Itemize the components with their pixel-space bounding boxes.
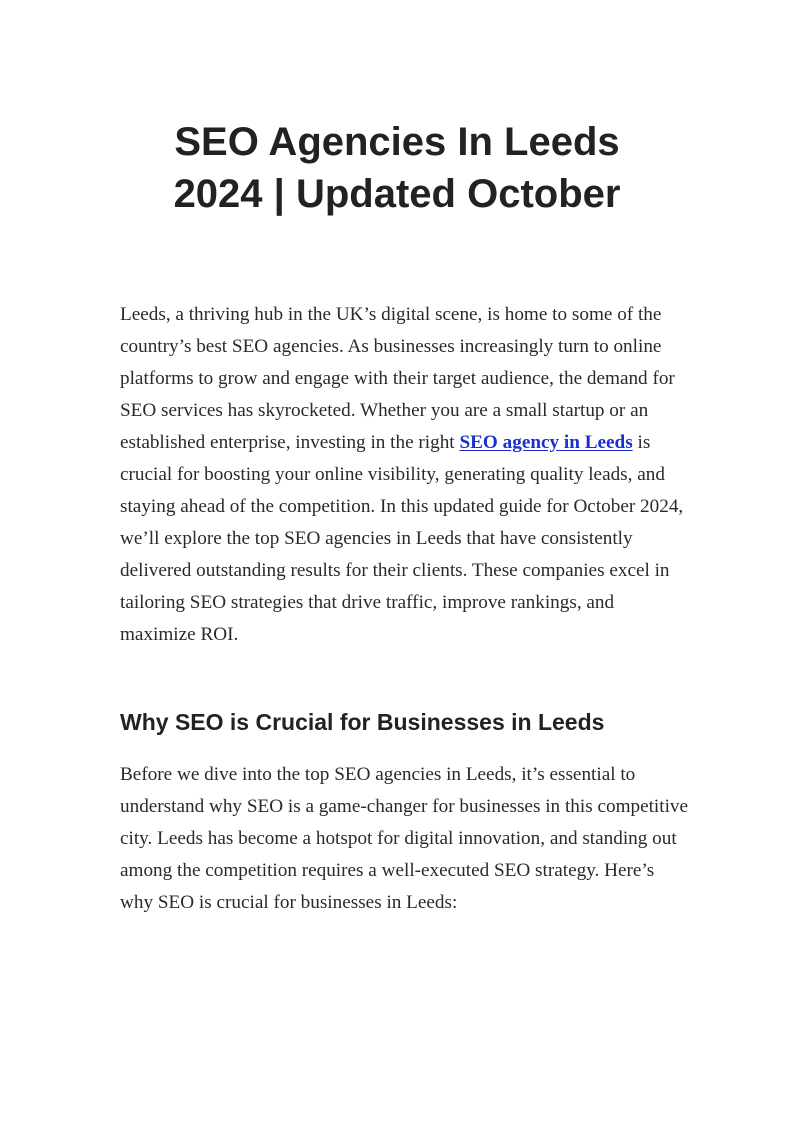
page-title-line-1: SEO Agencies In Leeds [174,120,620,164]
page-title-line-2: 2024 | Updated October [173,172,621,216]
section-paragraph: Before we dive into the top SEO agencies in Leeds, it’s essential to understand why SEO is a game-changer for businesses in this competitive city. Leeds has become a hotspot for digital innovation, and standing out among the competition requires a well-executed SEO strategy. Here’s why SEO is crucial for businesses in Leeds: [120,764,689,913]
intro-paragraph [120,299,690,651]
intro-text-after-link: is crucial for boosting your online visibility, generating quality leads, and staying ahead of the competition. In this updated guide for October 2024, we’ll explore the top SEO agencies in Leeds that have consistently delivered outstanding results for their clients. These companies excel in tailoring SEO strategies that drive traffic, improve rankings, and maximize ROI. [120,432,684,645]
intro-text-before-link: Leeds, a thriving hub in the UK’s digital scene, is home to some of the country’s best SEO agencies. As businesses increasingly turn to online platforms to grow and engage with their target audience, the demand for SEO services has skyrocketed. Whether you are a small startup or an established enterprise, investing in the right [120,304,675,453]
seo-agency-leeds-link[interactable]: SEO agency in Leeds [459,432,633,453]
section-heading: Why SEO is Crucial for Businesses in Leeds [120,709,605,735]
page-title [90,116,704,220]
